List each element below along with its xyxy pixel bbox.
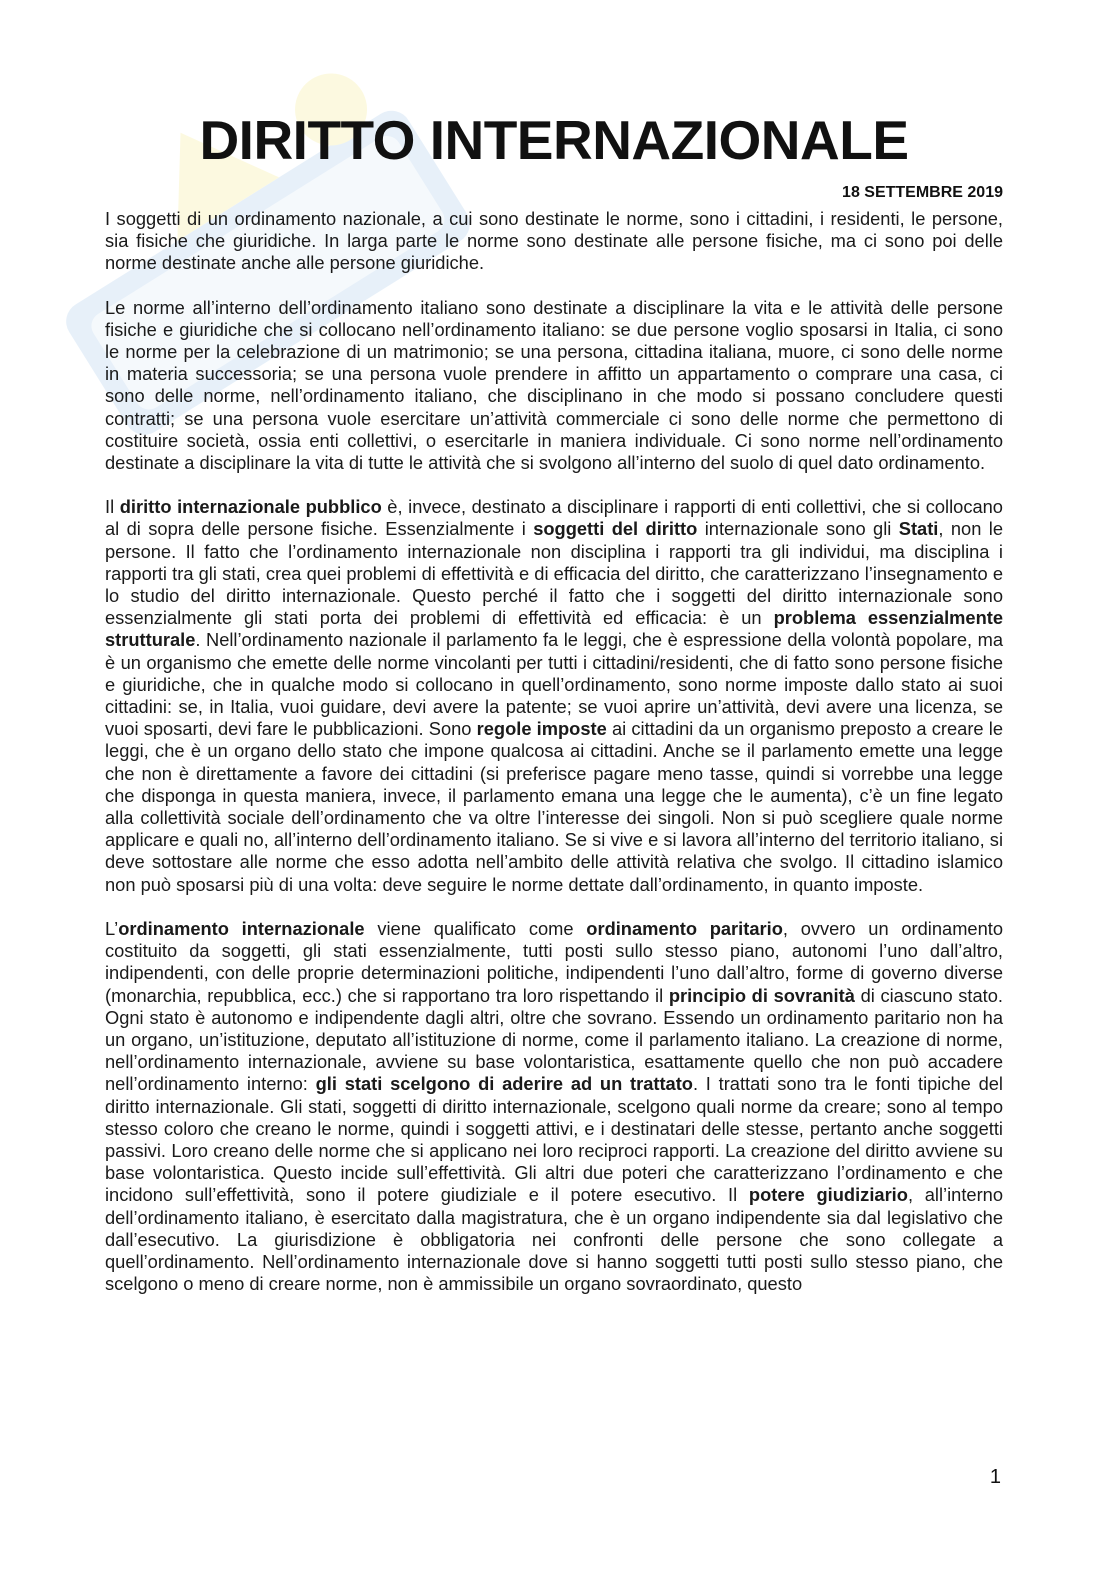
- paragraph: [105, 297, 1003, 475]
- text-run: è, invece, destinato a disciplinare i rapporti di enti collettivi, che si collocano al di sopra delle persone fisiche. Essenzialmente i: [105, 496, 1003, 540]
- document-title: DIRITTO INTERNAZIONALE: [199, 109, 909, 171]
- bold-term: Stati: [898, 518, 939, 540]
- document-page: [105, 0, 1003, 1295]
- bold-term: regole imposte: [476, 718, 607, 740]
- text-run: . Nell’ordinamento nazionale il parlamento fa le leggi, che è espressione della volontà popolare, ma è un organismo che emette delle norme vincolanti per tutti i cittadini/residenti, che di fatto sono persone fisiche e giuridiche, che in qualche modo si collocano in quell’ordinamento, sono norme imposte dallo stato ai suoi cittadini: se, in Italia, vuoi guidare, devi avere la patente; se vuoi aprire un’attività, devi avere una licenza, se vuoi sposarti, devi fare le pubblicazioni. Sono: [105, 629, 1003, 740]
- text-run: I soggetti di un ordinamento nazionale, a cui sono destinate le norme, sono i cittadini, i residenti, le persone, sia fisiche che giuridiche. In larga parte le norme sono destinate alle persone fisiche, ma ci sono poi delle norme destinate anche alle persone giuridiche.: [105, 208, 1003, 274]
- bold-term: ordinamento internazionale: [118, 917, 365, 939]
- text-run: Le norme all’interno dell’ordinamento italiano sono destinate a disciplinare la vita e le attività delle persone fisiche e giuridiche che si collocano nell’ordinamento italiano: se due persone voglio sposarsi in Italia, ci sono le norme per la celebrazione di un matrimonio; se una persona, cittadina italiana, muore, ci sono delle norme in materia successoria; se una persona vuole prendere in affitto un appartamento o comprare una casa, ci sono delle norme, nell’ordinamento italiano, che disciplinano in che modo si possano concludere questi contratti; se una persona vuole esercitare un’attività commerciale ci sono delle norme che permettono di costituire società, ossia enti collettivi, o esercitarle in maniera individuale. Ci sono norme nell’ordinamento destinate a disciplinare la vita di tutte le attività che si svolgono all’interno del suolo di quel dato ordinamento.: [105, 296, 1003, 474]
- page-number: 1: [989, 1466, 1001, 1488]
- bold-term: ordinamento paritario: [586, 917, 783, 939]
- paragraph: [105, 496, 1003, 896]
- text-run: L’: [105, 917, 119, 939]
- bold-term: diritto internazionale pubblico: [119, 496, 382, 518]
- text-run: ai cittadini da un organismo preposto a creare le leggi, che è un organo dello stato che impone qualcosa ai cittadini. Anche se il parlamento emette una legge che non è direttamente a favore dei cittadini (si preferisce pagare meno tasse, quindi si vorrebbe una legge che disponga in questa maniera, invece, il parlamento emana una legge che le aumenta), c’è un fine legato alla collettività sociale dell’ordinamento che va oltre l’interesse dei singoli. Non si può scegliere quale norme applicare e quali no, all’interno dell’ordinamento italiano. Se si vive e si lavora all’interno del territorio italiano, si deve sottostare alle norme che esso adotta nell’ambito delle attività relativa che svolgo. Il cittadino islamico non può sposarsi più di una volta: deve seguire le norme dettate dall’ordinamento, in quanto imposte.: [105, 718, 1004, 895]
- text-run: , all’interno dell’ordinamento italiano, è esercitato dalla magistratura, che è un organo indipendente sia dal legislativo che dall’esecutivo. La giurisdizione è obbligatoria nei confronti delle persone che sono collegate a quell’ordinamento. Nell’ordinamento internazionale dove si hanno soggetti tutti posti sullo stesso piano, che scelgono o meno di creare norme, non è ammissibile un organo sovraordinato, questo: [105, 1184, 1003, 1295]
- paragraph: [105, 208, 1003, 275]
- bold-term: gli stati scelgono di aderire ad un trattato: [315, 1073, 693, 1095]
- text-run: internazionale sono gli: [697, 518, 899, 540]
- text-run: . I trattati sono tra le fonti tipiche del diritto internazionale. Gli stati, soggetti di diritto internazionale, scelgono quali norme da creare; sono al tempo stesso coloro che creano le norme, quindi i soggetti attivi, e i destinatari delle stesse, pertanto anche soggetti passivi. Loro creano delle norme che si applicano nei loro reciproci rapporti. La creazione del diritto avviene su base volontaristica. Questo incide sull’effettività. Gli altri due poteri che caratterizzano l’ordinamento e che incidono sull’effettività, sono il potere giudiziale e il potere esecutivo. Il: [105, 1073, 1003, 1206]
- paragraph: [105, 918, 1003, 1295]
- text-run: viene qualificato come: [364, 917, 587, 939]
- text-run: , non le persone. Il fatto che l’ordinamento internazionale non disciplina i rapporti tra gli individui, ma disciplina i rapporti tra gli stati, crea quei problemi di effettività e di efficacia del diritto, che caratterizzano l’insegnamento e lo studio del diritto internazionale. Questo perché il fatto che i soggetti del diritto internazionale sono essenzialmente gli stati porta dei problemi di effettività ed efficacia: è un: [105, 518, 1004, 629]
- text-run: , ovvero un ordinamento costituito da soggetti, gli stati essenzialmente, tutti posti sullo stesso piano, autonomi l’uno dall’altro, indipendenti, con delle proprie determinazioni politiche, indipendenti l’uno dall’altro, forme di governo diverse (monarchia, repubblica, ecc.) che si rapportano tra loro rispettando il: [105, 917, 1003, 1006]
- bold-term: problema essenzialmente strutturale: [105, 607, 1003, 651]
- bold-term: potere giudiziario: [748, 1184, 908, 1206]
- bold-term: principio di sovranità: [668, 984, 855, 1006]
- document-date: 18 SETTEMBRE 2019: [842, 184, 1003, 201]
- bold-term: soggetti del diritto: [533, 518, 698, 540]
- text-run: Il: [105, 496, 120, 518]
- text-run: di ciascuno stato. Ogni stato è autonomo e indipendente dagli altri, oltre che sovrano. Essendo un ordinamento paritario non ha un organo, un’istituzione, deputato all’istituzione di norme, come il parlamento italiano. La creazione di norme, nell’ordinamento internazionale, avviene su base volontaristica, esattamente quello che non può accadere nell’ordinamento interno:: [105, 984, 1004, 1095]
